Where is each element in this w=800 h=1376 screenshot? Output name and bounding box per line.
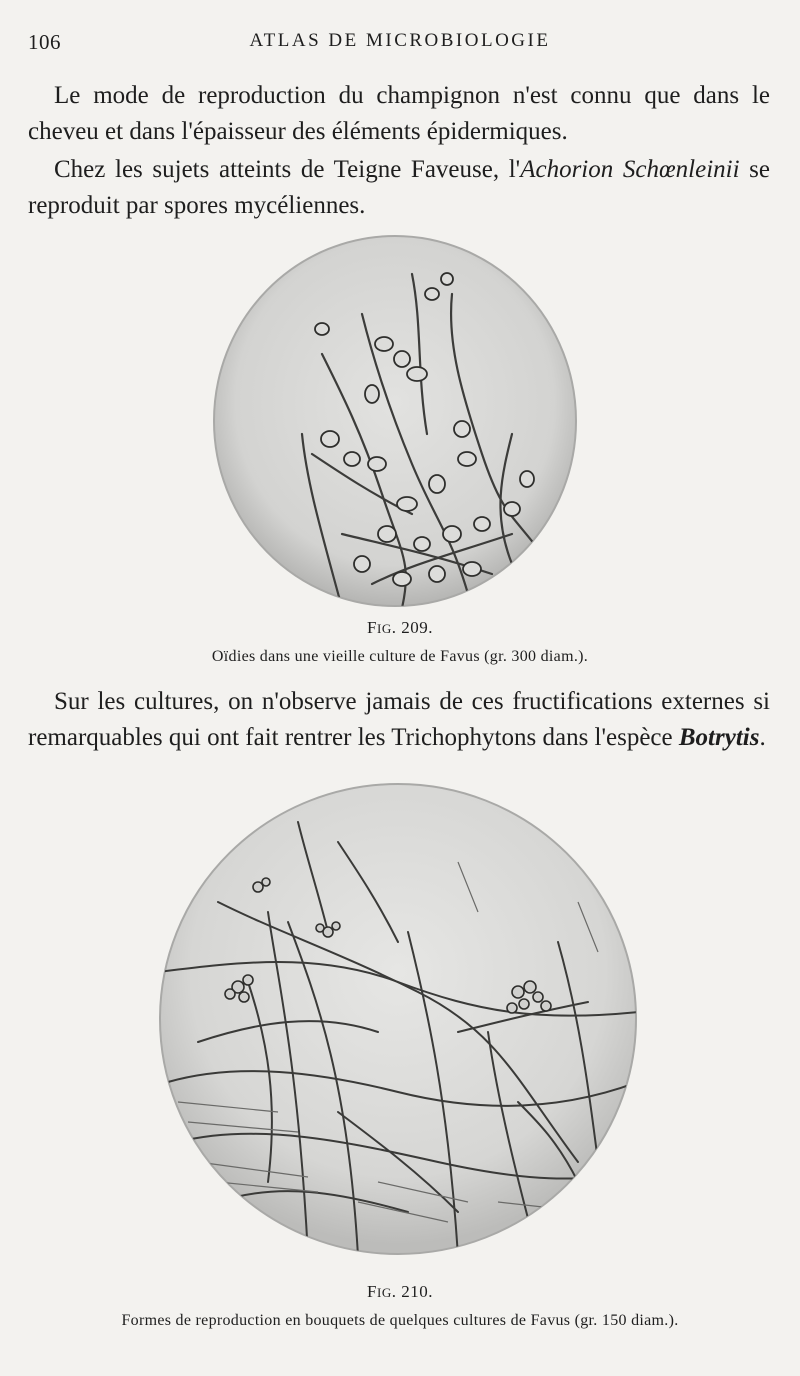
figure-210-micrograph	[158, 782, 638, 1256]
page-number: 106	[28, 30, 61, 54]
figure-210-label	[0, 1282, 800, 1302]
running-title: ATLAS DE MICROBIOLOGIE	[249, 30, 551, 51]
figure-label-smallcaps: IG	[377, 621, 392, 636]
species-name: Achorion Schœnleinii	[520, 156, 740, 183]
figure-209-caption: Oïdies dans une vieille culture de Favus (gr. 300 diam.).	[211, 648, 589, 665]
paragraph-reproduction-mode	[28, 78, 770, 150]
figure-label-number: . 209.	[391, 618, 433, 637]
paragraph-text-after: se reproduit par spores mycéliennes.	[28, 156, 771, 219]
figure-label-smallcaps: IG	[377, 1285, 392, 1300]
paragraph-cultures	[28, 684, 770, 756]
paragraph-text-after: .	[759, 724, 766, 751]
figure-label-prefix: F	[367, 1282, 377, 1301]
micrograph-bouquets	[158, 782, 638, 1256]
paragraph-achorion	[28, 152, 770, 224]
page-header	[0, 30, 800, 58]
figure-209-label	[0, 618, 800, 638]
figure-209-micrograph	[212, 234, 578, 608]
figure-210-caption: Formes de reproduction en bouquets de quelques cultures de Favus (gr. 150 diam.).	[121, 1312, 679, 1329]
paragraph-text-before: Chez les sujets atteints de Teigne Faveuse, l'	[54, 156, 521, 183]
figure-label-number: . 210.	[391, 1282, 433, 1301]
genus-name: Botrytis	[678, 724, 760, 751]
micrograph-oidia	[212, 234, 578, 608]
paragraph-text-before: Sur les cultures, on n'observe jamais de ces fructifications externes si remarquables qui ont fait rentrer les Trichophytons dans l'espèce	[28, 688, 770, 751]
paragraph-text: Le mode de reproduction du champignon n'est connu que dans le cheveu et dans l'épaisseur des éléments épidermiques.	[28, 82, 770, 145]
figure-label-prefix: F	[367, 618, 377, 637]
